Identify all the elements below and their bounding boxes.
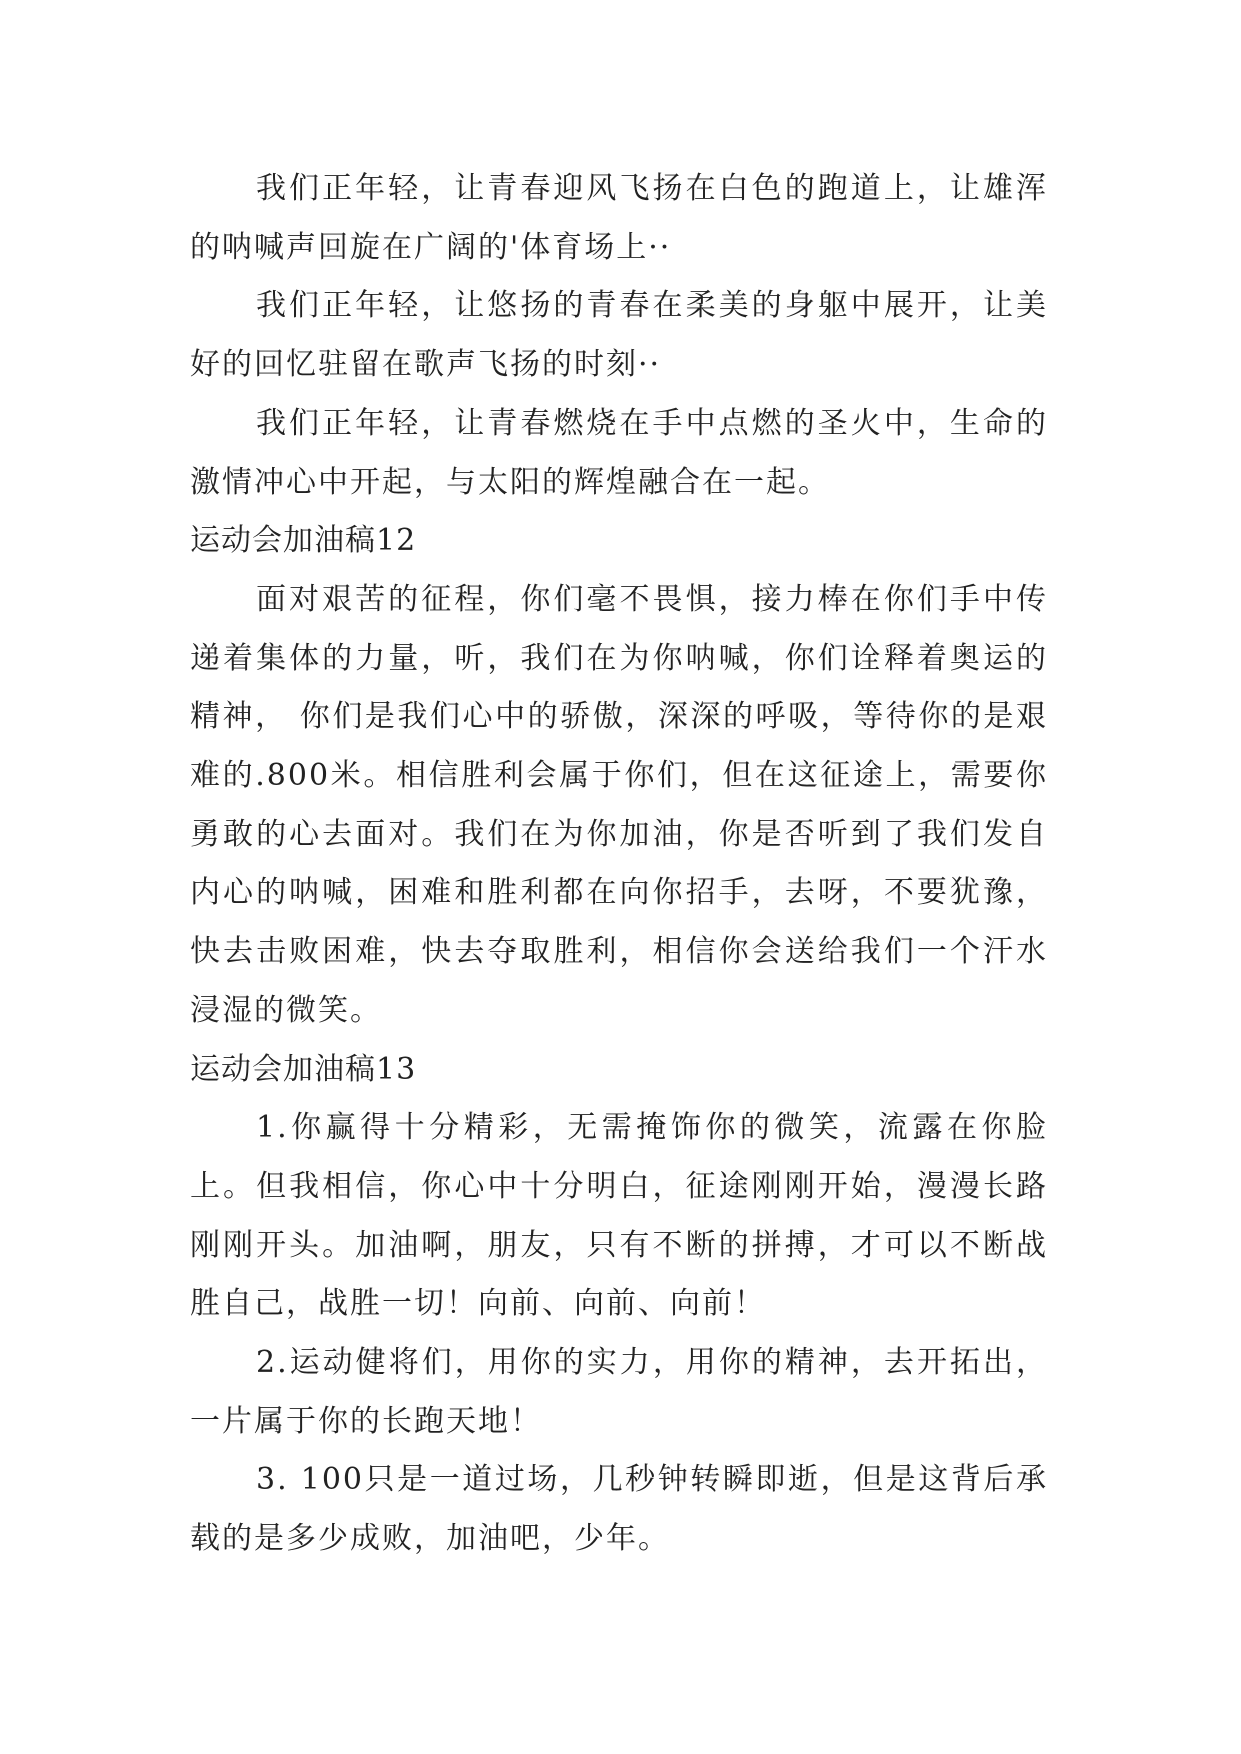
paragraph: 我们正年轻，让悠扬的青春在柔美的身躯中展开，让美好的回忆驻留在歌声飞扬的时刻··: [190, 288, 1048, 383]
paragraph: 我们正年轻，让青春迎风飞扬在白色的跑道上，让雄浑的呐喊声回旋在广阔的'体育场上··: [190, 171, 1048, 265]
section-heading: 运动会加油稿13: [190, 1051, 417, 1087]
document-page: [190, 160, 1048, 1569]
paragraph: 面对艰苦的征程，你们毫不畏惧，接力棒在你们手中传递着集体的力量，听，我们在为你呐喊，你们诠释着奥运的精神， 你们是我们心中的骄傲，深深的呼吸，等待你的是艰难的.800米。相信胜利会属于你们，但在这征途上，需要你勇敢的心去面对。我们在为你加油，你是否听到了我们发自内心的呐喊，困难和胜利都在向你招手，去呀，不要犹豫，快去击败困难，快去夺取胜利，相信你会送给我们一个汗水浸湿的微笑。: [190, 581, 1048, 1028]
list-item: 3. 100只是一道过场，几秒钟转瞬即逝，但是这背后承载的是多少成败，加油吧，少年。: [190, 1462, 1048, 1557]
section-heading: 运动会加油稿12: [190, 523, 417, 559]
list-item: 2.运动健将们，用你的实力，用你的精神，去开拓出，一片属于你的长跑天地！: [190, 1345, 1048, 1439]
list-item: 1.你赢得十分精彩，无需掩饰你的微笑，流露在你脸上。但我相信，你心中十分明白，征途刚刚开始，漫漫长路刚刚开头。加油啊，朋友，只有不断的拼搏，才可以不断战胜自己，战胜一切！向前、向前、向前！: [190, 1110, 1048, 1322]
paragraph: 我们正年轻，让青春燃烧在手中点燃的圣火中，生命的激情冲心中开起，与太阳的辉煌融合在一起。: [190, 405, 1048, 500]
